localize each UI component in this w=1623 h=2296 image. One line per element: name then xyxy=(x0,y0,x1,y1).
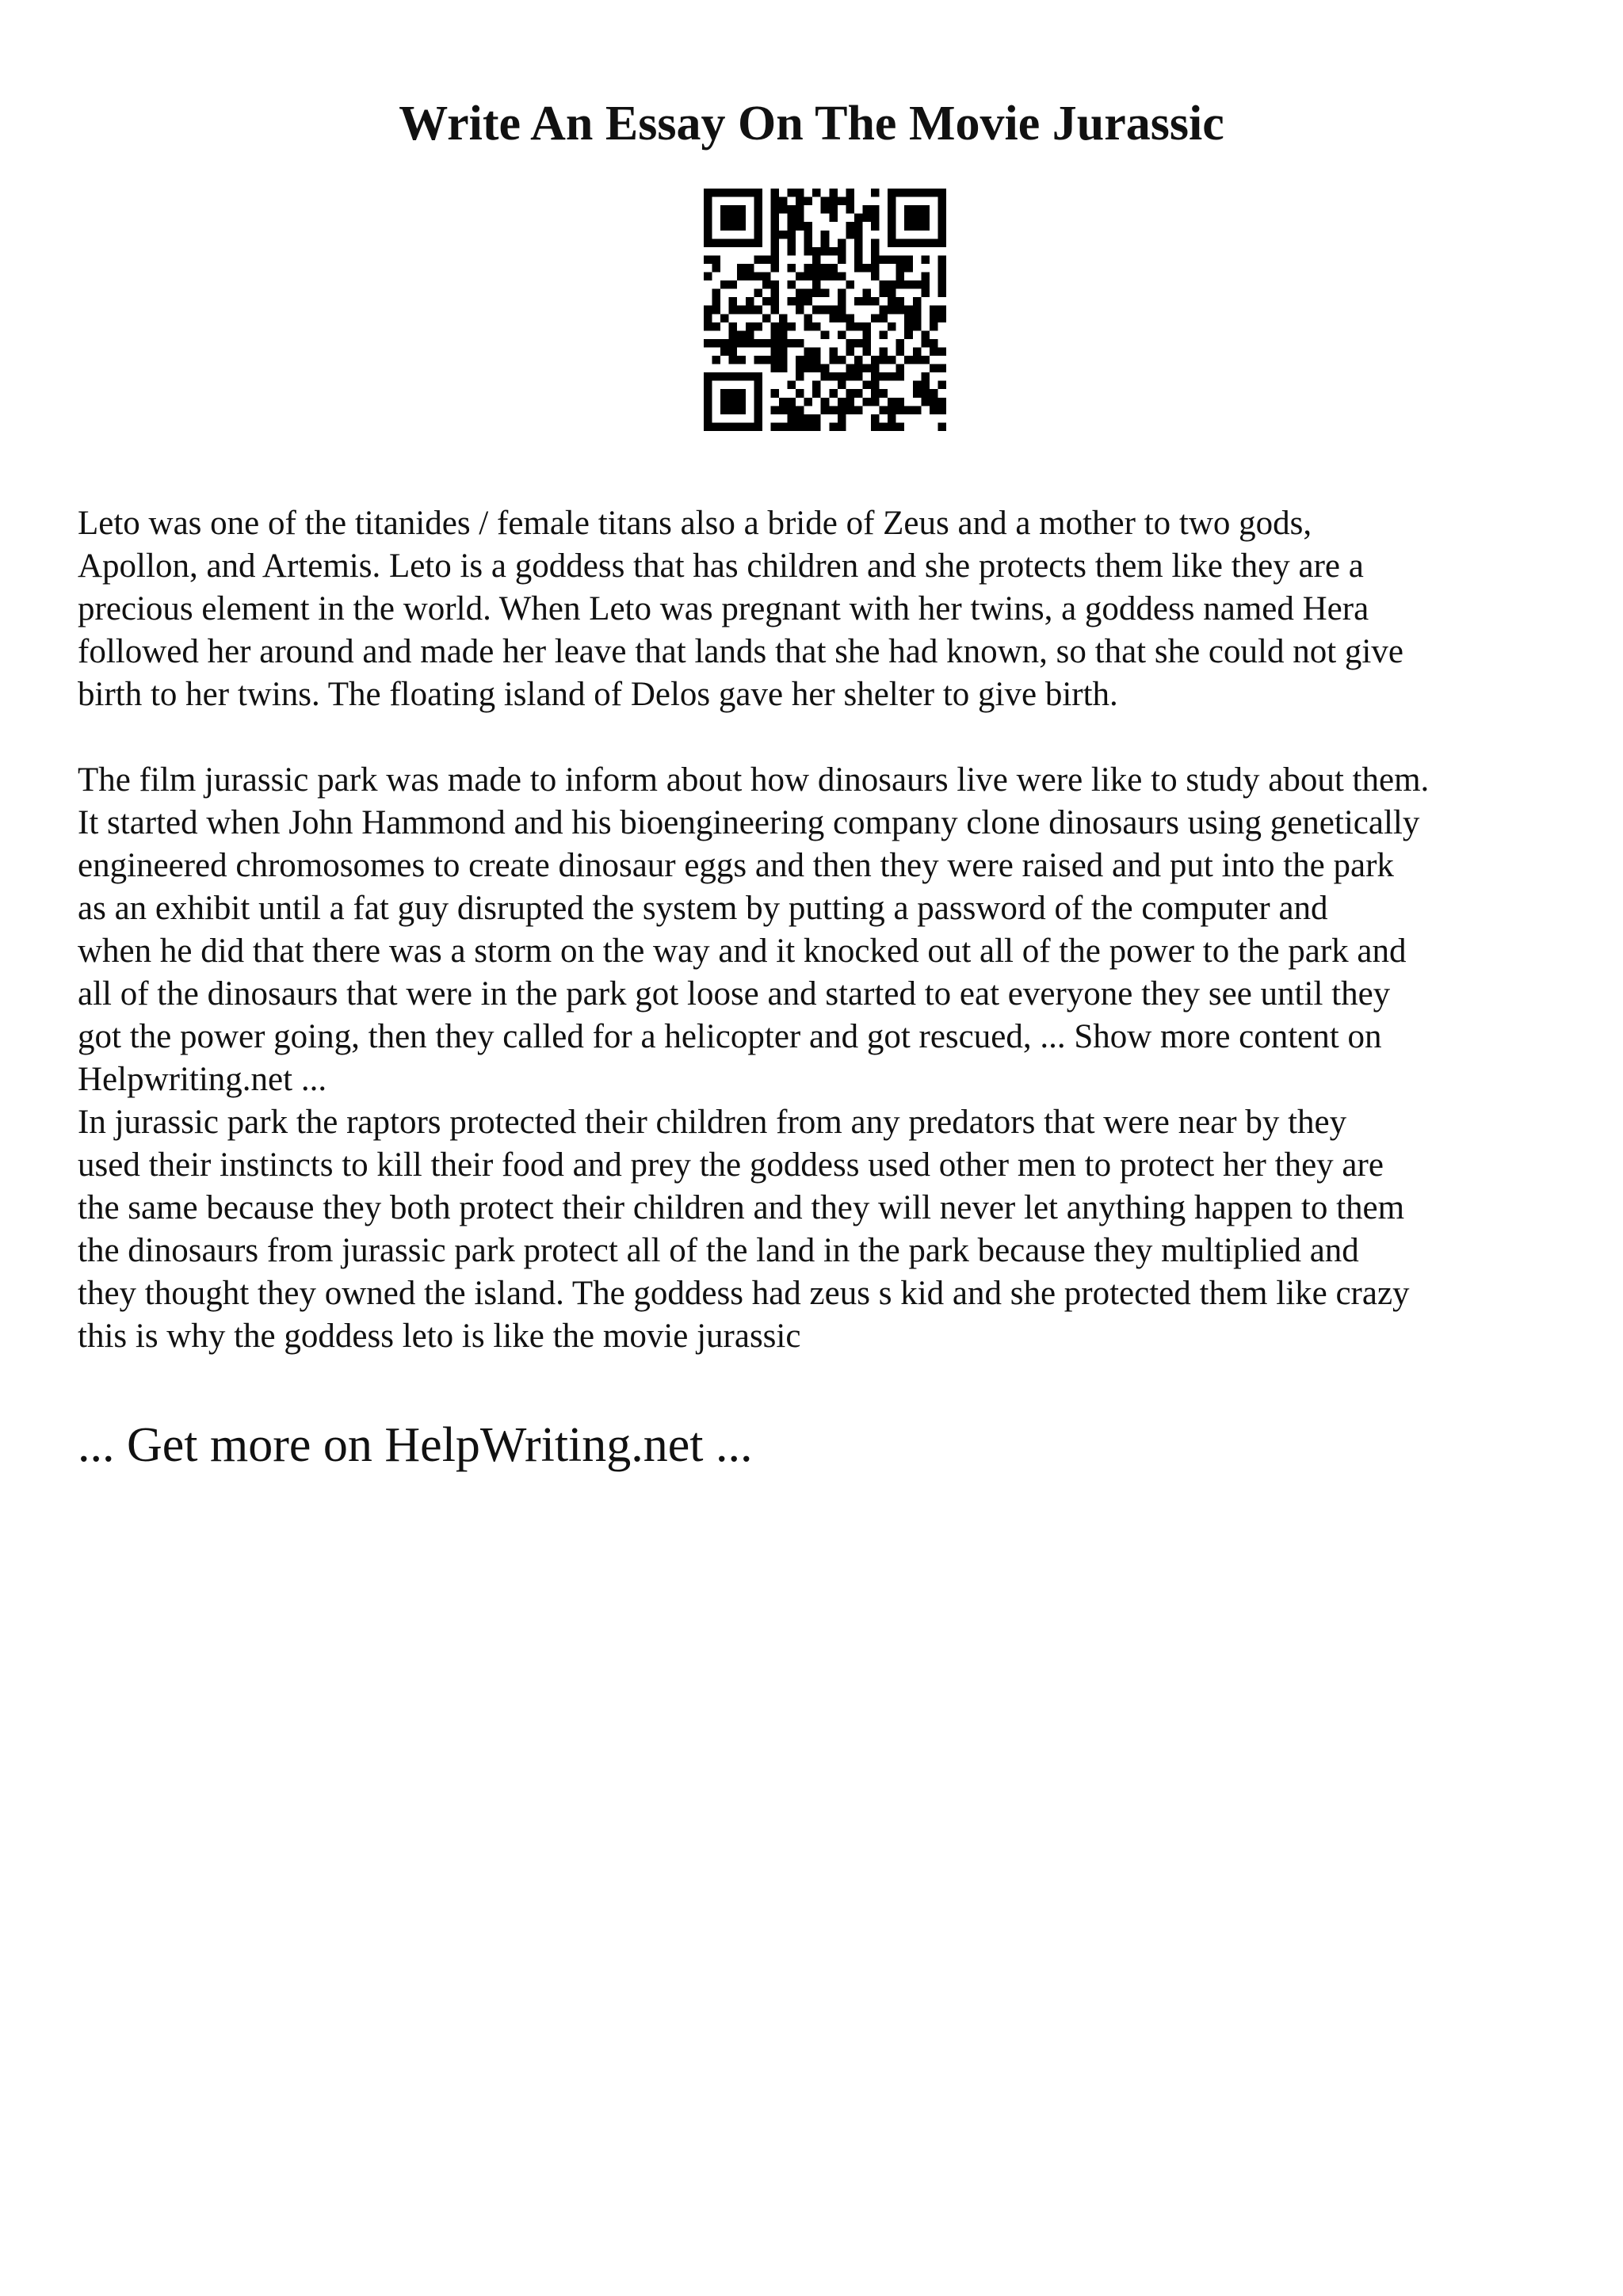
paragraph-gap xyxy=(78,716,1560,759)
paragraph-leto: Leto was one of the titanides / female titans also a bride of Zeus and a mother to two gods, Apollon, and Artemis. Leto is a goddess that has children and she protects them like they are a precious element in the world. When Leto was pregnant with her twins, a goddess named Hera followed her around and made her leave that lands that she had known, so that she could not give birth to her twins. The floating island of Delos gave her shelter to give birth. xyxy=(78,505,1403,713)
get-more-link[interactable]: ... Get more on HelpWriting.net ... xyxy=(78,1418,753,1472)
essay-body xyxy=(78,502,1560,1358)
page-title: Write An Essay On The Movie Jurassic xyxy=(399,97,1224,151)
qr-code-icon xyxy=(704,189,946,431)
paragraph-raptors: In jurassic park the raptors protected their children from any predators that were near by they used their instincts to kill their food and prey the goddess used other men to protect her they are the same because they both protect their children and they will never let anything happen to them the dinosaurs from jurassic park protect all of the land in the park because they multiplied and they thought they owned the island. The goddess had zeus s kid and she protected them like crazy this is why the goddess leto is like the movie jurassic xyxy=(78,1104,1410,1355)
paragraph-film: The film jurassic park was made to inform about how dinosaurs live were like to study about them. It started when John Hammond and his bioengineering company clone dinosaurs using genetically engineered chromosomes to create dinosaur eggs and then they were raised and put into the park as an exhibit until a fat guy disrupted the system by putting a password of the computer and when he did that there was a storm on the way and it knocked out all of the power to the park and all of the dinosaurs that were in the park got loose and started to eat everyone they see until they got the power going, then they called for a helicopter and got rescued, ... Show more content on Helpwriting.net ... xyxy=(78,761,1430,1098)
